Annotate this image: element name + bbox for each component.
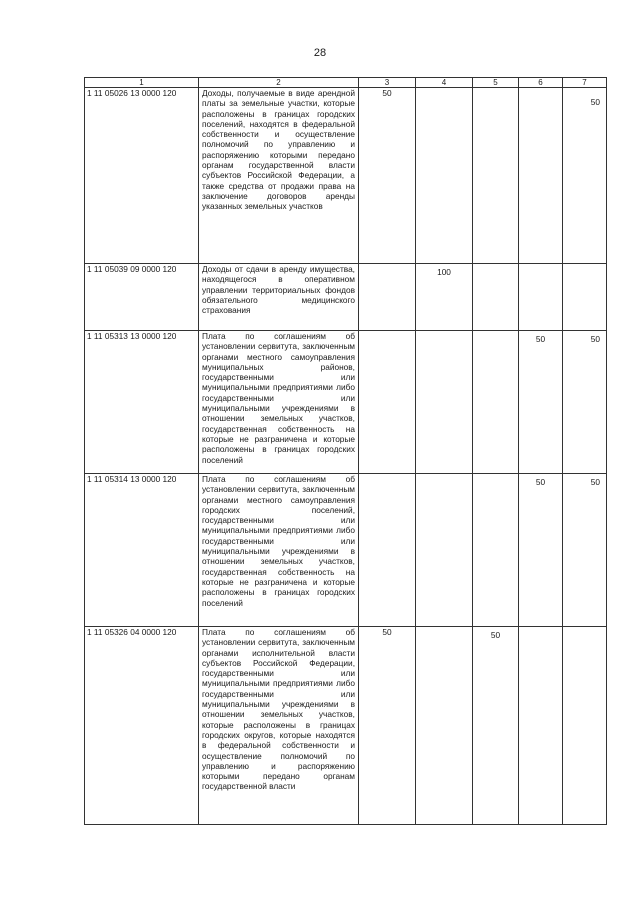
table-header-row [85,78,607,88]
value-cell [416,88,473,264]
value-cell [359,474,416,627]
value-cell [519,627,563,825]
row-description: Доходы, получаемые в виде арендной платы за земельные участки, которые расположены в границах городских поселений, находятся в федеральной собственности и осуществление полномочий по управлению и распоряжению которыми передано органам государственной власти субъектов Российской Федерации, а также средства от продажи права на заключение договоров аренды указанных земельных участков [199,88,359,264]
value-col6: 50 [535,477,546,487]
value-cell [473,331,519,474]
value-cell [563,474,607,627]
column-header: 1 [85,78,199,88]
value-cell [519,264,563,331]
value-cell [359,331,416,474]
value-cell [563,264,607,331]
budget-code: 1 11 05039 09 0000 120 [85,264,199,331]
value-cell [519,88,563,264]
value-cell [416,474,473,627]
value-cell [519,331,563,474]
value-cell [416,331,473,474]
column-header: 7 [563,78,607,88]
table-row [85,88,607,264]
revenue-table [84,77,607,825]
table-row [85,474,607,627]
value-cell [563,627,607,825]
table-row [85,627,607,825]
table-row [85,264,607,331]
value-col6: 50 [535,334,546,344]
column-header: 3 [359,78,416,88]
value-cell [473,474,519,627]
row-description: Плата по соглашениям об установлении сервитута, заключенным органами местного самоуправления городских поселений, государственными или муниципальными предприятиями либо государственными или муниципальными учреждениями в отношении земельных участков, государственная собственность на которые не разграничена и которые расположены в границах городских поселений [199,474,359,627]
column-header: 2 [199,78,359,88]
row-description: Плата по соглашениям об установлении сервитута, заключенным органами исполнительной власти субъектов Российской Федерации, государственными или муниципальными предприятиями либо государственными или муниципальными учреждениями в отношении земельных участков, которые расположены в границах городских округов, которые находятся в федеральной собственности и осуществление полномочий по управлению и распоряжению которыми передано органам государственной власти [199,627,359,825]
value-cell [416,627,473,825]
row-description: Доходы от сдачи в аренду имущества, находящегося в оперативном управлении территориальных фондов обязательного медицинского страхования [199,264,359,331]
value-cell [473,264,519,331]
budget-code: 1 11 05326 04 0000 120 [85,627,199,825]
value-cell [473,88,519,264]
column-header: 6 [519,78,563,88]
value-col7: 50 [590,97,600,107]
value-cell [563,331,607,474]
page-number: 28 [313,47,327,59]
value-col7: 50 [590,477,600,487]
value-cell [359,88,416,264]
row-description: Плата по соглашениям об установлении сервитута, заключенным органами местного самоуправления муниципальных районов, государственными или муниципальными предприятиями либо государственными или муниципальными учреждениями в отношении земельных участков, государственная собственность на которые не разграничена и которые расположены в границах городских поселений [199,331,359,474]
budget-code: 1 11 05314 13 0000 120 [85,474,199,627]
value-cell [563,88,607,264]
value-col4: 100 [437,267,451,277]
value-cell [473,627,519,825]
value-col7: 50 [590,334,600,344]
value-cell [359,264,416,331]
column-header: 5 [473,78,519,88]
value-col3: 50 [382,88,392,98]
table-row [85,331,607,474]
value-col5: 50 [490,630,501,640]
value-cell [416,264,473,331]
budget-code: 1 11 05026 13 0000 120 [85,88,199,264]
value-cell [359,627,416,825]
column-header: 4 [416,78,473,88]
value-cell [519,474,563,627]
value-col3: 50 [382,627,392,637]
budget-code: 1 11 05313 13 0000 120 [85,331,199,474]
